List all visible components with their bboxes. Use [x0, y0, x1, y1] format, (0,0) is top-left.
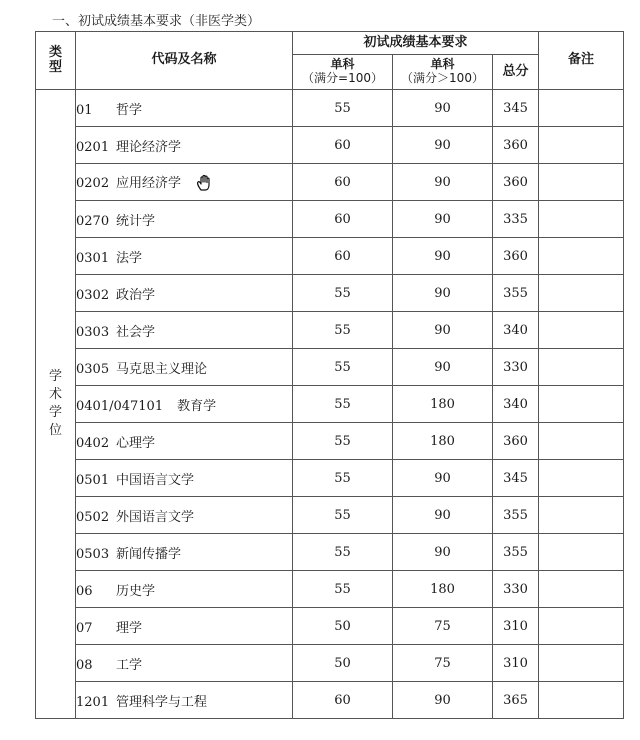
remark-cell	[539, 608, 624, 645]
discipline-name: 工学	[116, 657, 143, 673]
score-single-over-100: 180	[393, 571, 493, 608]
remark-cell	[539, 90, 624, 127]
code-name-cell	[76, 312, 293, 349]
discipline-code: 0501	[76, 472, 110, 488]
code-name-cell	[76, 127, 293, 164]
score-total: 360	[493, 238, 539, 275]
score-total: 355	[493, 497, 539, 534]
score-single-100: 60	[293, 127, 393, 164]
remark-cell	[539, 497, 624, 534]
score-total: 355	[493, 534, 539, 571]
score-total: 310	[493, 608, 539, 645]
table-row	[36, 423, 624, 460]
code-name-cell	[76, 645, 293, 682]
remark-cell	[539, 423, 624, 460]
code-name-cell	[76, 608, 293, 645]
score-single-over-100: 90	[393, 497, 493, 534]
discipline-code: 08	[76, 657, 93, 673]
score-single-over-100: 90	[393, 312, 493, 349]
score-single-100: 55	[293, 90, 393, 127]
score-single-100: 55	[293, 460, 393, 497]
score-single-100: 55	[293, 386, 393, 423]
score-single-100: 55	[293, 275, 393, 312]
discipline-name: 心理学	[116, 435, 156, 451]
code-name-cell	[76, 460, 293, 497]
score-total: 355	[493, 275, 539, 312]
discipline-code: 1201	[76, 694, 110, 710]
discipline-code: 0401/047101	[76, 398, 164, 414]
table-row	[36, 608, 624, 645]
table-row	[36, 645, 624, 682]
header-remark: 备注	[539, 32, 624, 90]
header-type	[36, 32, 76, 90]
discipline-code: 0303	[76, 324, 110, 340]
score-single-100: 50	[293, 608, 393, 645]
discipline-name: 政治学	[116, 287, 156, 303]
type-char: 位	[48, 423, 62, 438]
discipline-name: 统计学	[116, 213, 156, 229]
score-single-over-100: 90	[393, 349, 493, 386]
score-total: 360	[493, 164, 539, 201]
code-name-cell	[76, 682, 293, 719]
score-total: 330	[493, 571, 539, 608]
table-row	[36, 90, 624, 127]
table-row	[36, 275, 624, 312]
header-type-line2: 型	[48, 59, 62, 75]
code-name-cell	[76, 201, 293, 238]
header-single-100-line2: （满分=100）	[302, 71, 383, 85]
score-single-100: 55	[293, 497, 393, 534]
discipline-name: 理论经济学	[116, 139, 182, 155]
header-code-name: 代码及名称	[76, 32, 293, 90]
score-total: 330	[493, 349, 539, 386]
code-name-cell	[76, 349, 293, 386]
score-total: 360	[493, 127, 539, 164]
discipline-code: 01	[76, 102, 93, 118]
table-row	[36, 571, 624, 608]
score-single-over-100: 75	[393, 608, 493, 645]
table-row	[36, 460, 624, 497]
discipline-name: 历史学	[116, 583, 156, 599]
section-heading: 一、初试成绩基本要求（非医学类）	[52, 14, 261, 29]
remark-cell	[539, 312, 624, 349]
table-row	[36, 682, 624, 719]
score-single-100: 60	[293, 682, 393, 719]
discipline-code: 07	[76, 620, 93, 636]
score-total: 340	[493, 312, 539, 349]
type-char: 学	[48, 405, 62, 420]
table-row	[36, 497, 624, 534]
header-single-over-100-line2: （满分＞100）	[401, 71, 484, 85]
remark-cell	[539, 238, 624, 275]
score-total: 365	[493, 682, 539, 719]
score-single-100: 60	[293, 238, 393, 275]
header-single-over-100-line1: 单科	[430, 57, 455, 72]
header-type-line1: 类	[48, 44, 62, 60]
discipline-name: 外国语言文学	[116, 509, 195, 525]
score-requirements-table	[35, 31, 624, 719]
remark-cell	[539, 275, 624, 312]
score-single-over-100: 90	[393, 127, 493, 164]
code-name-cell	[76, 497, 293, 534]
remark-cell	[539, 386, 624, 423]
discipline-code: 0270	[76, 213, 110, 229]
table-row	[36, 201, 624, 238]
score-single-over-100: 90	[393, 275, 493, 312]
discipline-name: 管理科学与工程	[116, 694, 208, 710]
discipline-code: 0503	[76, 546, 110, 562]
header-single-100	[293, 55, 393, 90]
header-total: 总分	[493, 55, 539, 90]
type-char: 术	[48, 387, 62, 402]
table-row	[36, 312, 624, 349]
score-total: 340	[493, 386, 539, 423]
discipline-code: 06	[76, 583, 93, 599]
discipline-name: 马克思主义理论	[116, 361, 208, 377]
table-row	[36, 349, 624, 386]
score-single-100: 55	[293, 571, 393, 608]
score-single-over-100: 180	[393, 386, 493, 423]
header-group: 初试成绩基本要求	[293, 32, 539, 55]
code-name-cell	[76, 164, 293, 201]
remark-cell	[539, 127, 624, 164]
score-total: 360	[493, 423, 539, 460]
score-single-over-100: 90	[393, 164, 493, 201]
score-single-100: 55	[293, 349, 393, 386]
score-single-100: 55	[293, 312, 393, 349]
table-row	[36, 534, 624, 571]
score-single-over-100: 90	[393, 682, 493, 719]
discipline-name: 理学	[116, 620, 143, 636]
discipline-name: 教育学	[177, 398, 217, 414]
score-total: 345	[493, 460, 539, 497]
remark-cell	[539, 534, 624, 571]
discipline-code: 0201	[76, 139, 110, 155]
remark-cell	[539, 201, 624, 238]
table-row	[36, 127, 624, 164]
code-name-cell	[76, 238, 293, 275]
score-single-100: 55	[293, 423, 393, 460]
hand-cursor-icon	[195, 174, 215, 192]
score-single-100: 50	[293, 645, 393, 682]
discipline-code: 0301	[76, 250, 110, 266]
code-name-cell	[76, 571, 293, 608]
code-name-cell	[76, 275, 293, 312]
discipline-code: 0305	[76, 361, 110, 377]
remark-cell	[539, 164, 624, 201]
type-cell	[36, 90, 76, 719]
type-char: 学	[48, 369, 62, 384]
table-row	[36, 386, 624, 423]
discipline-name: 新闻传播学	[116, 546, 182, 562]
score-single-100: 55	[293, 534, 393, 571]
score-single-over-100: 90	[393, 238, 493, 275]
discipline-code: 0402	[76, 435, 110, 451]
discipline-name: 哲学	[116, 102, 143, 118]
score-single-over-100: 90	[393, 201, 493, 238]
remark-cell	[539, 645, 624, 682]
discipline-code: 0302	[76, 287, 110, 303]
remark-cell	[539, 682, 624, 719]
score-total: 345	[493, 90, 539, 127]
discipline-code: 0502	[76, 509, 110, 525]
score-single-100: 60	[293, 164, 393, 201]
score-single-over-100: 90	[393, 90, 493, 127]
score-single-over-100: 75	[393, 645, 493, 682]
discipline-name: 法学	[116, 250, 143, 266]
code-name-cell	[76, 386, 293, 423]
score-total: 335	[493, 201, 539, 238]
remark-cell	[539, 571, 624, 608]
header-single-100-line1: 单科	[330, 57, 355, 72]
header-single-over-100	[393, 55, 493, 90]
table-row	[36, 238, 624, 275]
remark-cell	[539, 349, 624, 386]
remark-cell	[539, 460, 624, 497]
score-single-over-100: 180	[393, 423, 493, 460]
discipline-name: 社会学	[116, 324, 156, 340]
code-name-cell	[76, 423, 293, 460]
score-single-100: 60	[293, 201, 393, 238]
discipline-code: 0202	[76, 175, 110, 191]
discipline-name: 应用经济学	[116, 175, 182, 191]
discipline-name: 中国语言文学	[116, 472, 195, 488]
table-row	[36, 164, 624, 201]
code-name-cell	[76, 90, 293, 127]
score-total: 310	[493, 645, 539, 682]
code-name-cell	[76, 534, 293, 571]
score-single-over-100: 90	[393, 534, 493, 571]
score-single-over-100: 90	[393, 460, 493, 497]
